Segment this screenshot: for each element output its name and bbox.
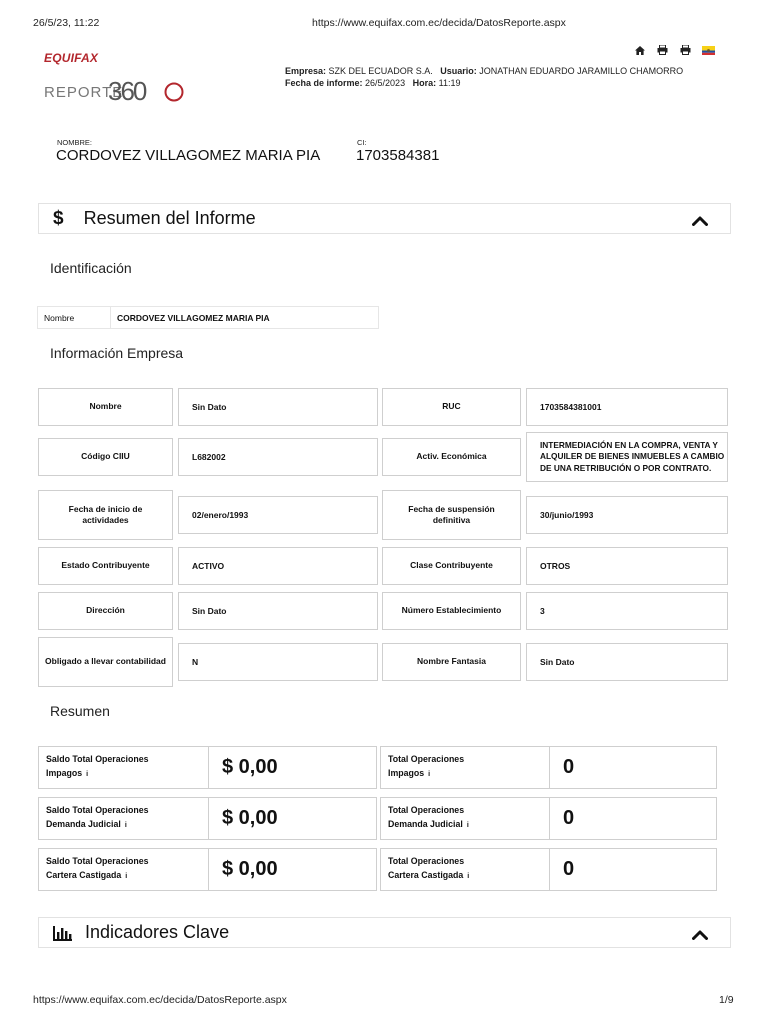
empresa-label: Clase Contribuyente [382,547,521,585]
empresa-value: 30/junio/1993 [526,496,728,534]
identificacion-label: Nombre [38,307,111,328]
info-icon[interactable]: i [467,872,470,880]
chevron-up-icon[interactable] [692,213,708,231]
print-icon[interactable] [656,44,669,56]
empresa-value: 1703584381001 [526,388,728,426]
identificacion-heading: Identificación [50,260,132,276]
empresa-value: OTROS [526,547,728,585]
empresa-label: RUC [382,388,521,426]
summary-label: Total Operaciones [388,805,465,815]
summary-label: Saldo Total Operaciones [46,805,149,815]
summary-label: Impagos [46,767,83,778]
empresa-value: Sin Dato [178,592,378,630]
person-ci: 1703584381 [356,147,440,164]
saldo-impagos-box [38,746,377,789]
print-url: https://www.equifax.com.ec/decida/DatosReporte.aspx [312,17,566,29]
print-page-number: 1/9 [719,994,734,1006]
report-info-line-2: Fecha de informe: 26/5/2023 Hora: 11:19 [285,78,461,88]
empresa-label: Fecha de inicio de actividades [38,490,173,540]
svg-text:360: 360 [108,77,146,103]
summary-label: Cartera Castigada [388,869,464,880]
saldo-demanda-box [38,797,377,840]
summary-label: Saldo Total Operaciones [46,856,149,866]
total-demanda-box [380,797,717,840]
summary-label: Demanda Judicial [388,818,463,829]
print-icon[interactable] [679,44,692,56]
summary-label: Demanda Judicial [46,818,121,829]
nombre-label: NOMBRE: [57,138,93,147]
section-title: Indicadores Clave [85,922,230,942]
info-icon[interactable]: i [86,770,89,778]
info-icon[interactable]: i [428,770,431,778]
empresa-label: Número Establecimiento [382,592,521,630]
empresa-value: 02/enero/1993 [178,496,378,534]
empresa-label: Nombre [38,388,173,426]
summary-label: Saldo Total Operaciones [46,754,149,764]
empresa-value: L682002 [178,438,378,476]
ecuador-flag-icon[interactable] [702,44,715,56]
empresa-value: Sin Dato [178,388,378,426]
summary-count: 0 [563,858,575,880]
summary-count: 0 [563,807,575,829]
print-datetime: 26/5/23, 11:22 [33,17,100,29]
empresa-value: N [178,643,378,681]
identificacion-table [37,306,379,329]
summary-label: Cartera Castigada [46,869,122,880]
empresa-label: Obligado a llevar contabilidad [38,637,173,687]
empresa-value: Sin Dato [526,643,728,681]
toolbar-icons [633,44,715,56]
section-resumen-informe[interactable] [38,203,731,234]
info-icon[interactable]: i [124,821,127,829]
report-info-line-1: Empresa: SZK DEL ECUADOR S.A. Usuario: JONATHAN EDUARDO JARAMILLO CHAMORRO [285,66,684,76]
summary-amount: $ 0,00 [222,756,278,778]
saldo-castigada-box [38,848,377,891]
empresa-label: Nombre Fantasia [382,643,521,681]
person-name: CORDOVEZ VILLAGOMEZ MARIA PIA [56,147,321,164]
empresa-value: 3 [526,592,728,630]
section-indicadores-clave[interactable] [38,917,731,948]
total-castigada-box [380,848,717,891]
reporte-logo-text: REPORTE [44,84,124,101]
info-icon[interactable]: i [125,872,128,880]
summary-amount: $ 0,00 [222,807,278,829]
section-title: Resumen del Informe [83,208,256,228]
empresa-value: INTERMEDIACIÓN EN LA COMPRA, VENTA Y ALQUILER DE BIENES INMUEBLES A CAMBIO DE UNA RETRIBUCIÓN O POR CONTRATO. [526,432,728,482]
print-footer-url: https://www.equifax.com.ec/decida/DatosReporte.aspx [33,994,287,1006]
empresa-label: Código CIIU [38,438,173,476]
home-icon[interactable] [633,44,646,56]
chevron-up-icon[interactable] [692,927,708,945]
identificacion-value: CORDOVEZ VILLAGOMEZ MARIA PIA [117,312,270,323]
resumen-heading: Resumen [50,703,110,719]
summary-label: Total Operaciones [388,856,465,866]
bar-chart-icon [53,925,73,941]
ci-label: CI: [357,138,367,147]
empresa-label: Dirección [38,592,173,630]
empresa-label: Activ. Económica [382,438,521,476]
summary-count: 0 [563,756,575,778]
dollar-icon: $ [53,207,64,229]
empresa-label: Fecha de suspensión definitiva [382,490,521,540]
info-icon[interactable]: i [466,821,469,829]
empresa-value: ACTIVO [178,547,378,585]
summary-label: Total Operaciones [388,754,465,764]
total-impagos-box [380,746,717,789]
informacion-empresa-heading: Información Empresa [50,345,184,361]
logo-360 [108,77,186,108]
summary-label: Impagos [388,767,425,778]
equifax-logo: EQUIFAX [44,51,99,65]
empresa-label: Estado Contribuyente [38,547,173,585]
summary-amount: $ 0,00 [222,858,278,880]
